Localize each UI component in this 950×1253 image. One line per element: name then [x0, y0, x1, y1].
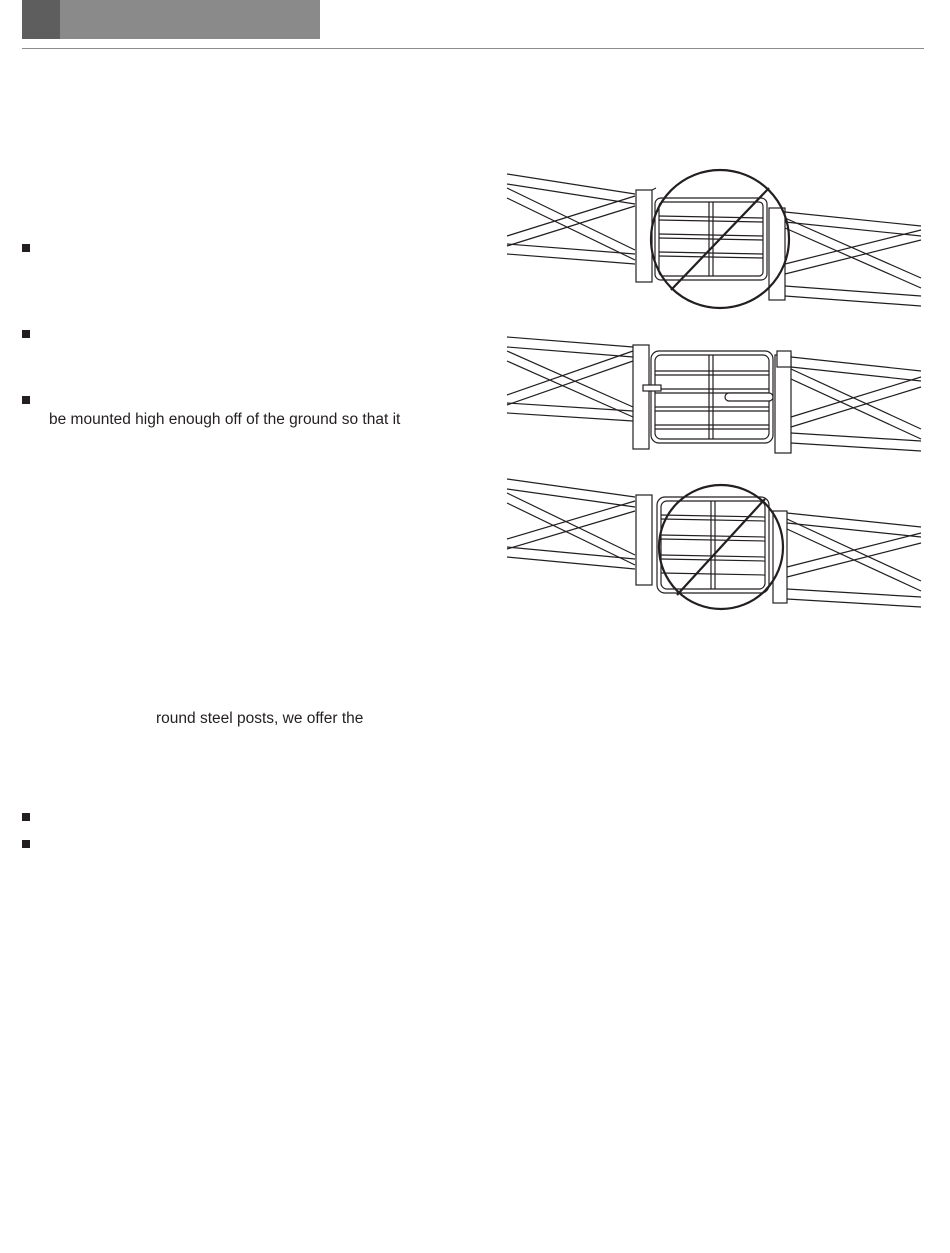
section-header-bar — [22, 0, 320, 39]
gate-figure-correct — [505, 333, 923, 455]
bullet-marker — [22, 244, 30, 252]
gate-figure-incorrect-high — [505, 475, 923, 613]
body-text-line: be mounted high enough off of the ground so that it — [49, 411, 401, 428]
bullet-marker — [22, 840, 30, 848]
section-header-tab — [22, 0, 60, 39]
bullet-marker — [22, 396, 30, 404]
bullet-marker — [22, 330, 30, 338]
body-text-line: round steel posts, we offer the — [156, 710, 364, 727]
gate-figure-incorrect-low — [505, 168, 923, 310]
header-divider — [22, 48, 924, 49]
bullet-marker — [22, 813, 30, 821]
